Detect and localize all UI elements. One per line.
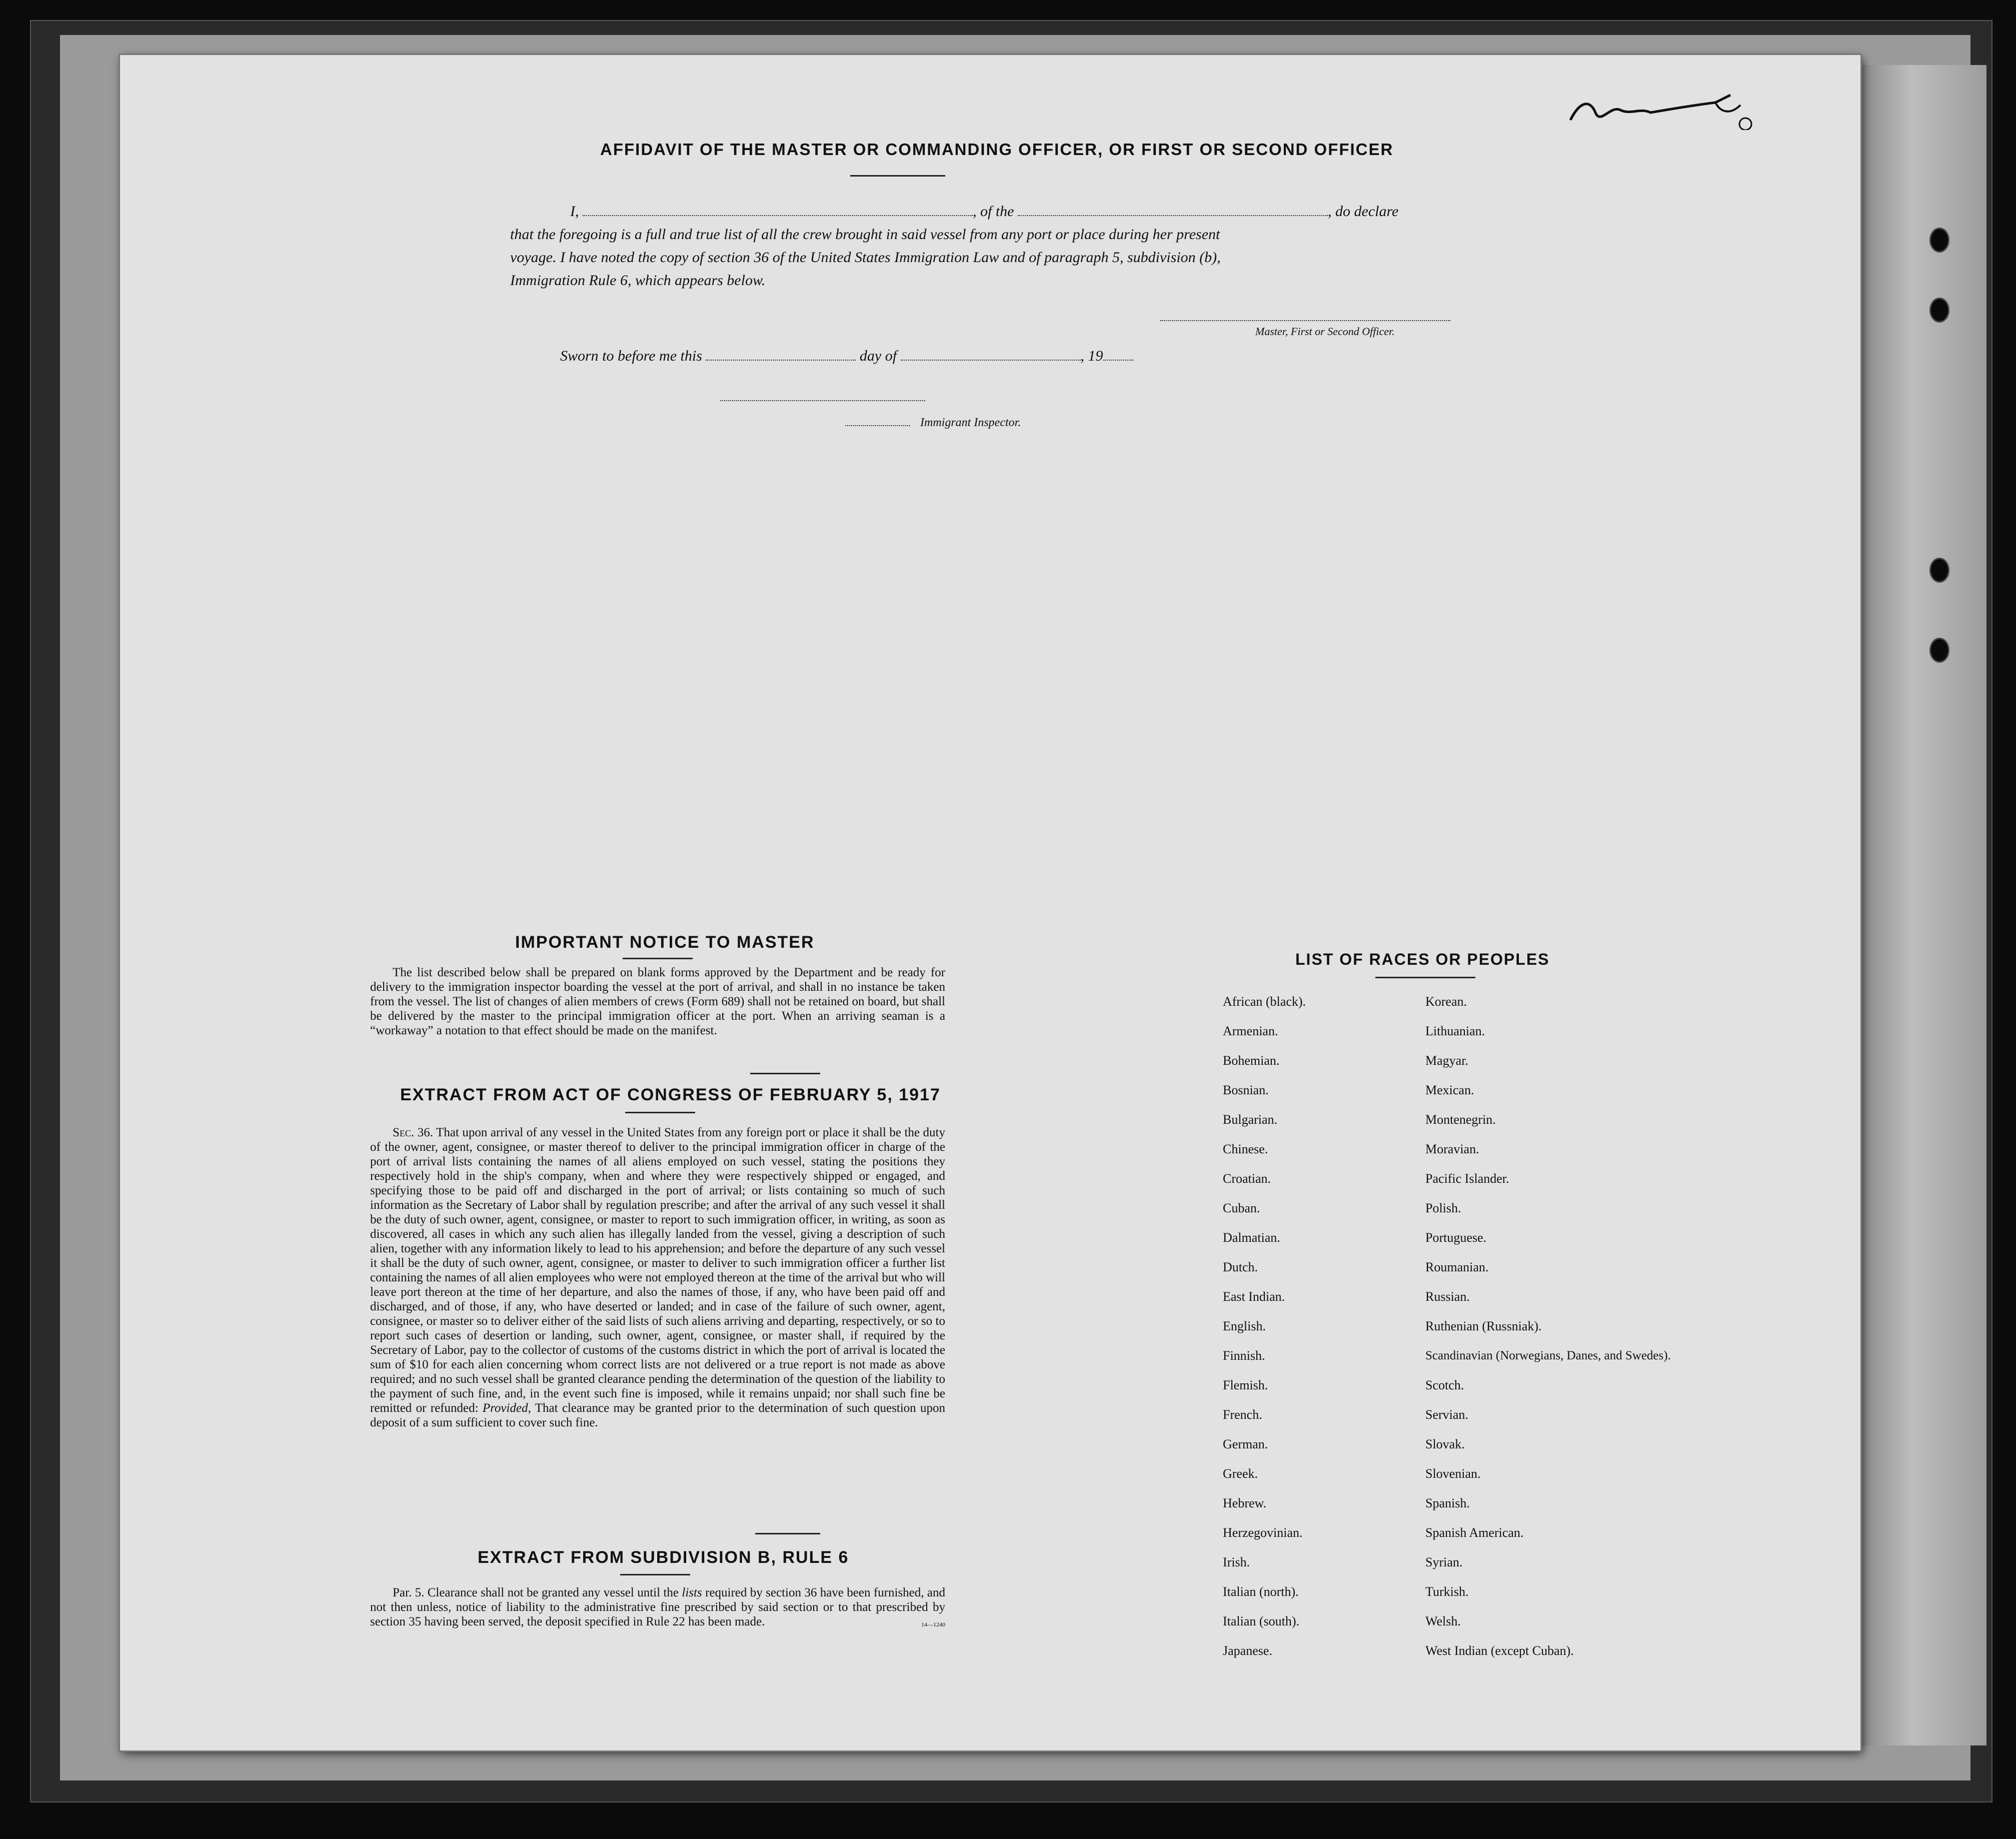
race-item: Slovak. (1425, 1437, 1465, 1451)
race-item: Cuban. (1223, 1201, 1260, 1215)
race-item: East Indian. (1223, 1289, 1285, 1304)
rule-text (370, 1585, 945, 1632)
act-end-rule (755, 1533, 820, 1534)
rule-body-a: Par. 5. Clearance shall not be granted any vessel until the (393, 1586, 679, 1599)
provided-text: Provided, (482, 1401, 531, 1415)
rule-title: EXTRACT FROM SUBDIVISION B, RULE 6 (478, 1548, 849, 1567)
declare-text: , do declare (1328, 203, 1399, 220)
race-item: Lithuanian. (1425, 1024, 1485, 1038)
race-item: Turkish. (1425, 1584, 1469, 1599)
race-item: Dutch. (1223, 1260, 1258, 1274)
affidavit-line-1 (510, 200, 1445, 223)
race-item: Bosnian. (1223, 1083, 1269, 1097)
officer-signature-field[interactable] (1160, 320, 1450, 321)
race-item: French. (1223, 1407, 1262, 1422)
race-item: African (black). (1223, 994, 1306, 1009)
sworn-text: Sworn to before me this (560, 348, 702, 364)
affidavit-line-2: that the foregoing is a full and true list of all the crew brought in said vessel from any port or place during her present (510, 226, 1220, 243)
race-item: Italian (north). (1223, 1584, 1299, 1599)
race-item: Herzegovinian. (1223, 1525, 1303, 1540)
race-item: Russian. (1425, 1289, 1470, 1304)
race-item: Finnish. (1223, 1348, 1265, 1363)
races-right-column (1425, 995, 1671, 1674)
affidavit-title-rule (850, 175, 945, 177)
races-title: LIST OF RACES OR PEOPLES (1295, 950, 1550, 968)
race-item: Spanish American. (1425, 1525, 1524, 1540)
act-title-rule (625, 1112, 695, 1113)
race-item: Irish. (1223, 1555, 1250, 1569)
race-item: Japanese. (1223, 1643, 1272, 1658)
sworn-year-field[interactable] (1103, 360, 1133, 361)
race-item: Bohemian. (1223, 1053, 1280, 1068)
race-item: Spanish. (1425, 1496, 1470, 1510)
sworn-month-field[interactable] (901, 360, 1081, 361)
race-item: Welsh. (1425, 1614, 1461, 1628)
officer-label: Master, First or Second Officer. (1255, 325, 1395, 338)
affidavit-title: AFFIDAVIT OF THE MASTER OR COMMANDING OFFICER, OR FIRST OR SECOND OFFICER (600, 140, 1394, 159)
race-item: Pacific Islander. (1425, 1171, 1509, 1186)
race-item: Syrian. (1425, 1555, 1463, 1569)
race-item: Korean. (1425, 994, 1467, 1009)
affidavit-line-3: voyage. I have noted the copy of section 36 of the United States Immigration Law and of paragraph 5, subdivision (b), (510, 249, 1221, 266)
race-item: Chinese. (1223, 1142, 1268, 1156)
form-number: 14—1240 (921, 1621, 945, 1628)
race-item: Magyar. (1425, 1053, 1468, 1068)
notice-body: The list described below shall be prepared on blank forms approved by the Department and be ready for delivery to the immigration inspector boarding the vessel at the port of arrival, and shall in no instance be taken from the vessel. The list of changes of alien members of crews (Form 689) shall not be retained on board, but shall be delivered by the master to the principal immigration officer at the port. When an arriving seaman is a “workaway” a notation to that effect should be made on the manifest. (370, 966, 945, 1037)
race-item: Ruthenian (Russniak). (1425, 1319, 1542, 1333)
binder-hole-icon (1929, 298, 1949, 323)
section-label: Sec. 36. (393, 1126, 433, 1139)
inspector-signature-field[interactable] (720, 400, 925, 401)
races-left-column (1223, 995, 1306, 1674)
declarant-prefix: I, (570, 203, 579, 220)
race-item: Mexican. (1425, 1083, 1474, 1097)
race-item: Italian (south). (1223, 1614, 1300, 1628)
binder-hole-icon (1929, 228, 1949, 253)
inspector-label: Immigrant Inspector. (920, 416, 1021, 429)
sworn-line (560, 348, 1133, 365)
race-item: Montenegrin. (1425, 1112, 1496, 1127)
act-body: That upon arrival of any vessel in the United States from any foreign port or place it shall be the duty of the owner, agent, consignee, or master thereof to deliver to the principal immigration officer in charge of the port of arrival lists containing the names of all aliens employed on such vessel, stating the positions they respectively hold in the ship's company, when and where they were respectively shipped or engaged, and specifying those to be paid off and discharged in the port of arrival; or lists containing so much of such information as the Secretary of Labor shall by regulation prescribe; and after the arrival of any such vessel it shall be the duty of such owner, agent, consignee, or master to report to such immigration officer, in writing, as soon as discovered, all cases in which any such alien has illegally landed from the vessel, giving a description of such alien, together with any information likely to lead to his apprehension; and before the departure of any such vessel it shall be the duty of such owner, agent, consignee, or master to deliver to such immigration officer a further list containing the names of all alien employees who were not employed thereon at the time of the arrival but who will leave port thereon at the time of her departure, and also the names of those, if any, who have been paid off and discharged, and of those, if any, who have deserted or landed; and in case of the failure of such owner, agent, consignee, or master so to deliver either of the said lists of such aliens arriving and departing, respectively, or so to report such cases of desertion or landing, such owner, agent, consignee, or master shall, if required by the Secretary of Labor, pay to the collector of customs of the customs district in which the port of arrival is located the sum of $10 for each alien concerning whom correct lists are not delivered or a true report is not made as above required; and no such vessel shall be granted clearance pending the determination of the question of the liability to the payment of such fine, and, in the event such fine is imposed, while it remains unpaid; nor shall such fine be remitted or refunded: (370, 1126, 945, 1415)
race-item: Moravian. (1425, 1142, 1479, 1156)
race-item: Armenian. (1223, 1024, 1278, 1038)
races-title-rule (1375, 977, 1475, 978)
race-item: Dalmatian. (1223, 1230, 1280, 1245)
race-item: Bulgarian. (1223, 1112, 1278, 1127)
race-item: Scandinavian (Norwegians, Danes, and Swedes). (1425, 1349, 1671, 1362)
race-item: Croatian. (1223, 1171, 1271, 1186)
affidavit-line-4: Immigration Rule 6, which appears below. (510, 272, 766, 289)
race-item: Polish. (1425, 1201, 1461, 1215)
act-body-end: That clearance may be granted prior to the determination of such question upon deposit of a sum sufficient to cover such fine. (370, 1401, 945, 1429)
inspector-signature-field-2[interactable] (845, 425, 910, 426)
notice-title-rule (623, 958, 693, 959)
notice-title: IMPORTANT NOTICE TO MASTER (515, 933, 815, 952)
rule-title-rule (620, 1574, 690, 1575)
race-item: Slovenian. (1425, 1466, 1481, 1481)
form-page (120, 55, 1860, 1750)
signature-mark (1565, 85, 1755, 130)
race-item: German. (1223, 1437, 1268, 1451)
race-item: Hebrew. (1223, 1496, 1267, 1510)
race-item: Flemish. (1223, 1378, 1268, 1392)
of-the-text: , of the (973, 203, 1014, 220)
vessel-field[interactable] (1018, 215, 1328, 216)
affidavit-body (510, 200, 1445, 292)
race-item: Greek. (1223, 1466, 1258, 1481)
sworn-day-field[interactable] (706, 360, 856, 361)
race-item: Servian. (1425, 1407, 1468, 1422)
binder-hole-icon (1929, 558, 1949, 583)
act-text (370, 1125, 945, 1430)
lists-text: lists (682, 1586, 702, 1599)
day-of-text: day of (859, 348, 897, 364)
race-item: Roumanian. (1425, 1260, 1489, 1274)
race-item: English. (1223, 1319, 1266, 1333)
declarant-name-field[interactable] (583, 215, 973, 216)
rule-body-b: required by section 36 have been furnished, and not then unless, notice of liability to the administrative fine prescribed by said section or to that prescribed by section 35 having been served, the deposit specified in Rule 22 has been made. (370, 1586, 946, 1628)
race-item: Portuguese. (1425, 1230, 1487, 1245)
race-item: Scotch. (1425, 1378, 1464, 1392)
notice-end-rule (750, 1073, 820, 1074)
binding-strip (1861, 65, 1986, 1745)
race-item: West Indian (except Cuban). (1425, 1643, 1574, 1658)
year-prefix: , 19 (1080, 348, 1103, 364)
notice-text (370, 965, 945, 1038)
binder-hole-icon (1929, 638, 1949, 663)
act-title: EXTRACT FROM ACT OF CONGRESS OF FEBRUARY 5, 1917 (400, 1085, 941, 1104)
